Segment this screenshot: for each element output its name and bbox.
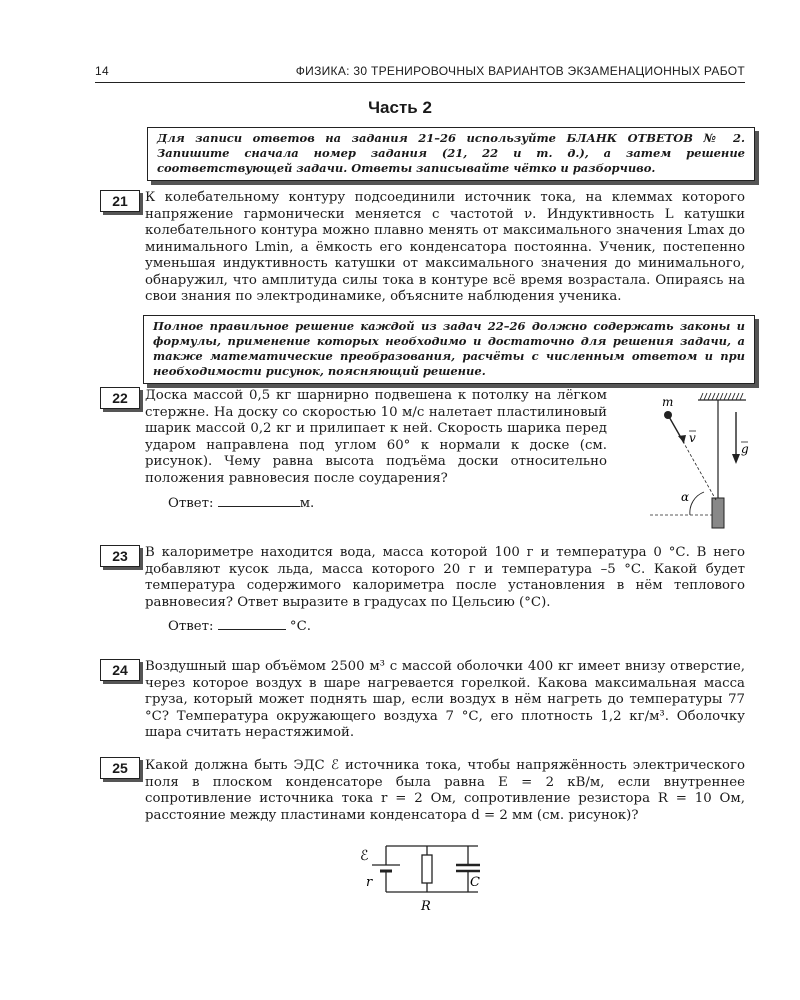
circuit-figure: [350, 838, 500, 918]
task-number-23: 23: [100, 545, 140, 567]
part-title: Часть 2: [368, 98, 432, 117]
angle-label: α: [681, 490, 690, 504]
capacitor-label: C: [470, 875, 480, 890]
emf-label: ℰ: [360, 848, 369, 864]
task-22-answer: [168, 495, 314, 511]
task-21-text: К колебательному контуру подсоединили источник тока, на клеммах которого напряжение гармонически меняется с частотой ν. Индуктивность L катушки колебательного контура можно плавно менять от максимального значения Lmax до минимального Lmin, а ёмкость его конденсатора постоянна. Ученик, постепенно уменьшая индуктивность катушки от максимального значения до минимального, обнаружил, что амплитуда силы тока в контуре всё время возрастала. Опираясь на свои знания по электродинамике, объясните наблюдения ученика.: [145, 190, 745, 304]
velocity-label: v: [689, 431, 696, 445]
header-rule: [95, 82, 745, 83]
task-24-text: Воздушный шар объёмом 2500 м³ с массой оболочки 400 кг имеет внизу отверстие, через которое воздух в шаре нагревается горелкой. Какова максимальная масса груза, который может поднять шар, если воздух в нём нагреть до температуры 77 °С? Температура окружающего воздуха 7 °С, его плотность 1,2 кг/м³. Оболочку шара считать нерастяжимой.: [145, 659, 745, 740]
answer-blank[interactable]: [218, 618, 286, 630]
answer-unit: м.: [299, 496, 315, 511]
task-number-22: 22: [100, 387, 140, 409]
answer-label: Ответ:: [168, 496, 214, 511]
task-23-answer: [168, 618, 311, 634]
task-number-21: 21: [100, 190, 140, 212]
gravity-label: g: [741, 442, 749, 456]
instruction-box-solutions: Полное правильное решение каждой из задач 22–26 должно содержать законы и формулы, применение которых необходимо и достаточно для решения задачи, а также математические преобразования, расчёты с численным ответом и при необходимости рисунок, поясняющий решение.: [143, 315, 755, 384]
pendulum-board-figure: [640, 390, 760, 535]
resistor-label: R: [421, 899, 431, 914]
instruction-box-answers: Для записи ответов на задания 21–26 используйте БЛАНК ОТВЕТОВ № 2. Запишите сначала номер задания (21, 22 и т. д.), а затем решение соответствующей задачи. Ответы записывайте чётко и разборчиво.: [147, 127, 755, 181]
board: [712, 498, 724, 528]
task-22-text: Доска массой 0,5 кг шарнирно подвешена к потолку на лёгком стержне. На доску со скоростью 10 м/с налетает пластилиновый шарик массой 0,2 кг и прилипает к ней. Скорость шарика перед ударом направлена под углом 60° к нормали к доске (см. рисунок). Чему равна высота подъёма доски относительно положения равновесия после соударения?: [145, 388, 607, 486]
task-23-text: В калориметре находится вода, масса которой 100 г и температура 0 °С. В него добавляют кусок льда, масса которого 20 г и температура –5 °С. Какой будет температура содержимого калориметра после установления в нём теплового равновесия? Ответ выразите в градусах по Цельсию (°С).: [145, 545, 745, 610]
book-title: ФИЗИКА: 30 ТРЕНИРОВОЧНЫХ ВАРИАНТОВ ЭКЗАМЕНАЦИОННЫХ РАБОТ: [295, 64, 745, 78]
mass-label: m: [662, 395, 674, 409]
answer-label: Ответ:: [168, 619, 214, 634]
angle-arc: [690, 492, 704, 515]
running-header: [95, 62, 745, 84]
task-25-text: Какой должна быть ЭДС ℰ источника тока, чтобы напряжённость электрического поля в плоском конденсаторе была равна E = 2 кВ/м, если внутреннее сопротивление источника тока r = 2 Ом, сопротивление резистора R = 10 Ом, расстояние между пластинами конденсатора d = 2 мм (см. рисунок)?: [145, 758, 745, 823]
page-number: 14: [95, 64, 109, 78]
task-number-24: 24: [100, 659, 140, 681]
answer-blank[interactable]: [218, 495, 300, 507]
velocity-arrowhead: [678, 435, 686, 443]
ceiling-hatching: [700, 393, 743, 400]
task-number-25: 25: [100, 757, 140, 779]
resistor: [422, 855, 432, 883]
answer-unit: °С.: [289, 619, 311, 634]
gravity-arrowhead: [732, 454, 740, 464]
internal-resistance-label: r: [366, 875, 373, 890]
